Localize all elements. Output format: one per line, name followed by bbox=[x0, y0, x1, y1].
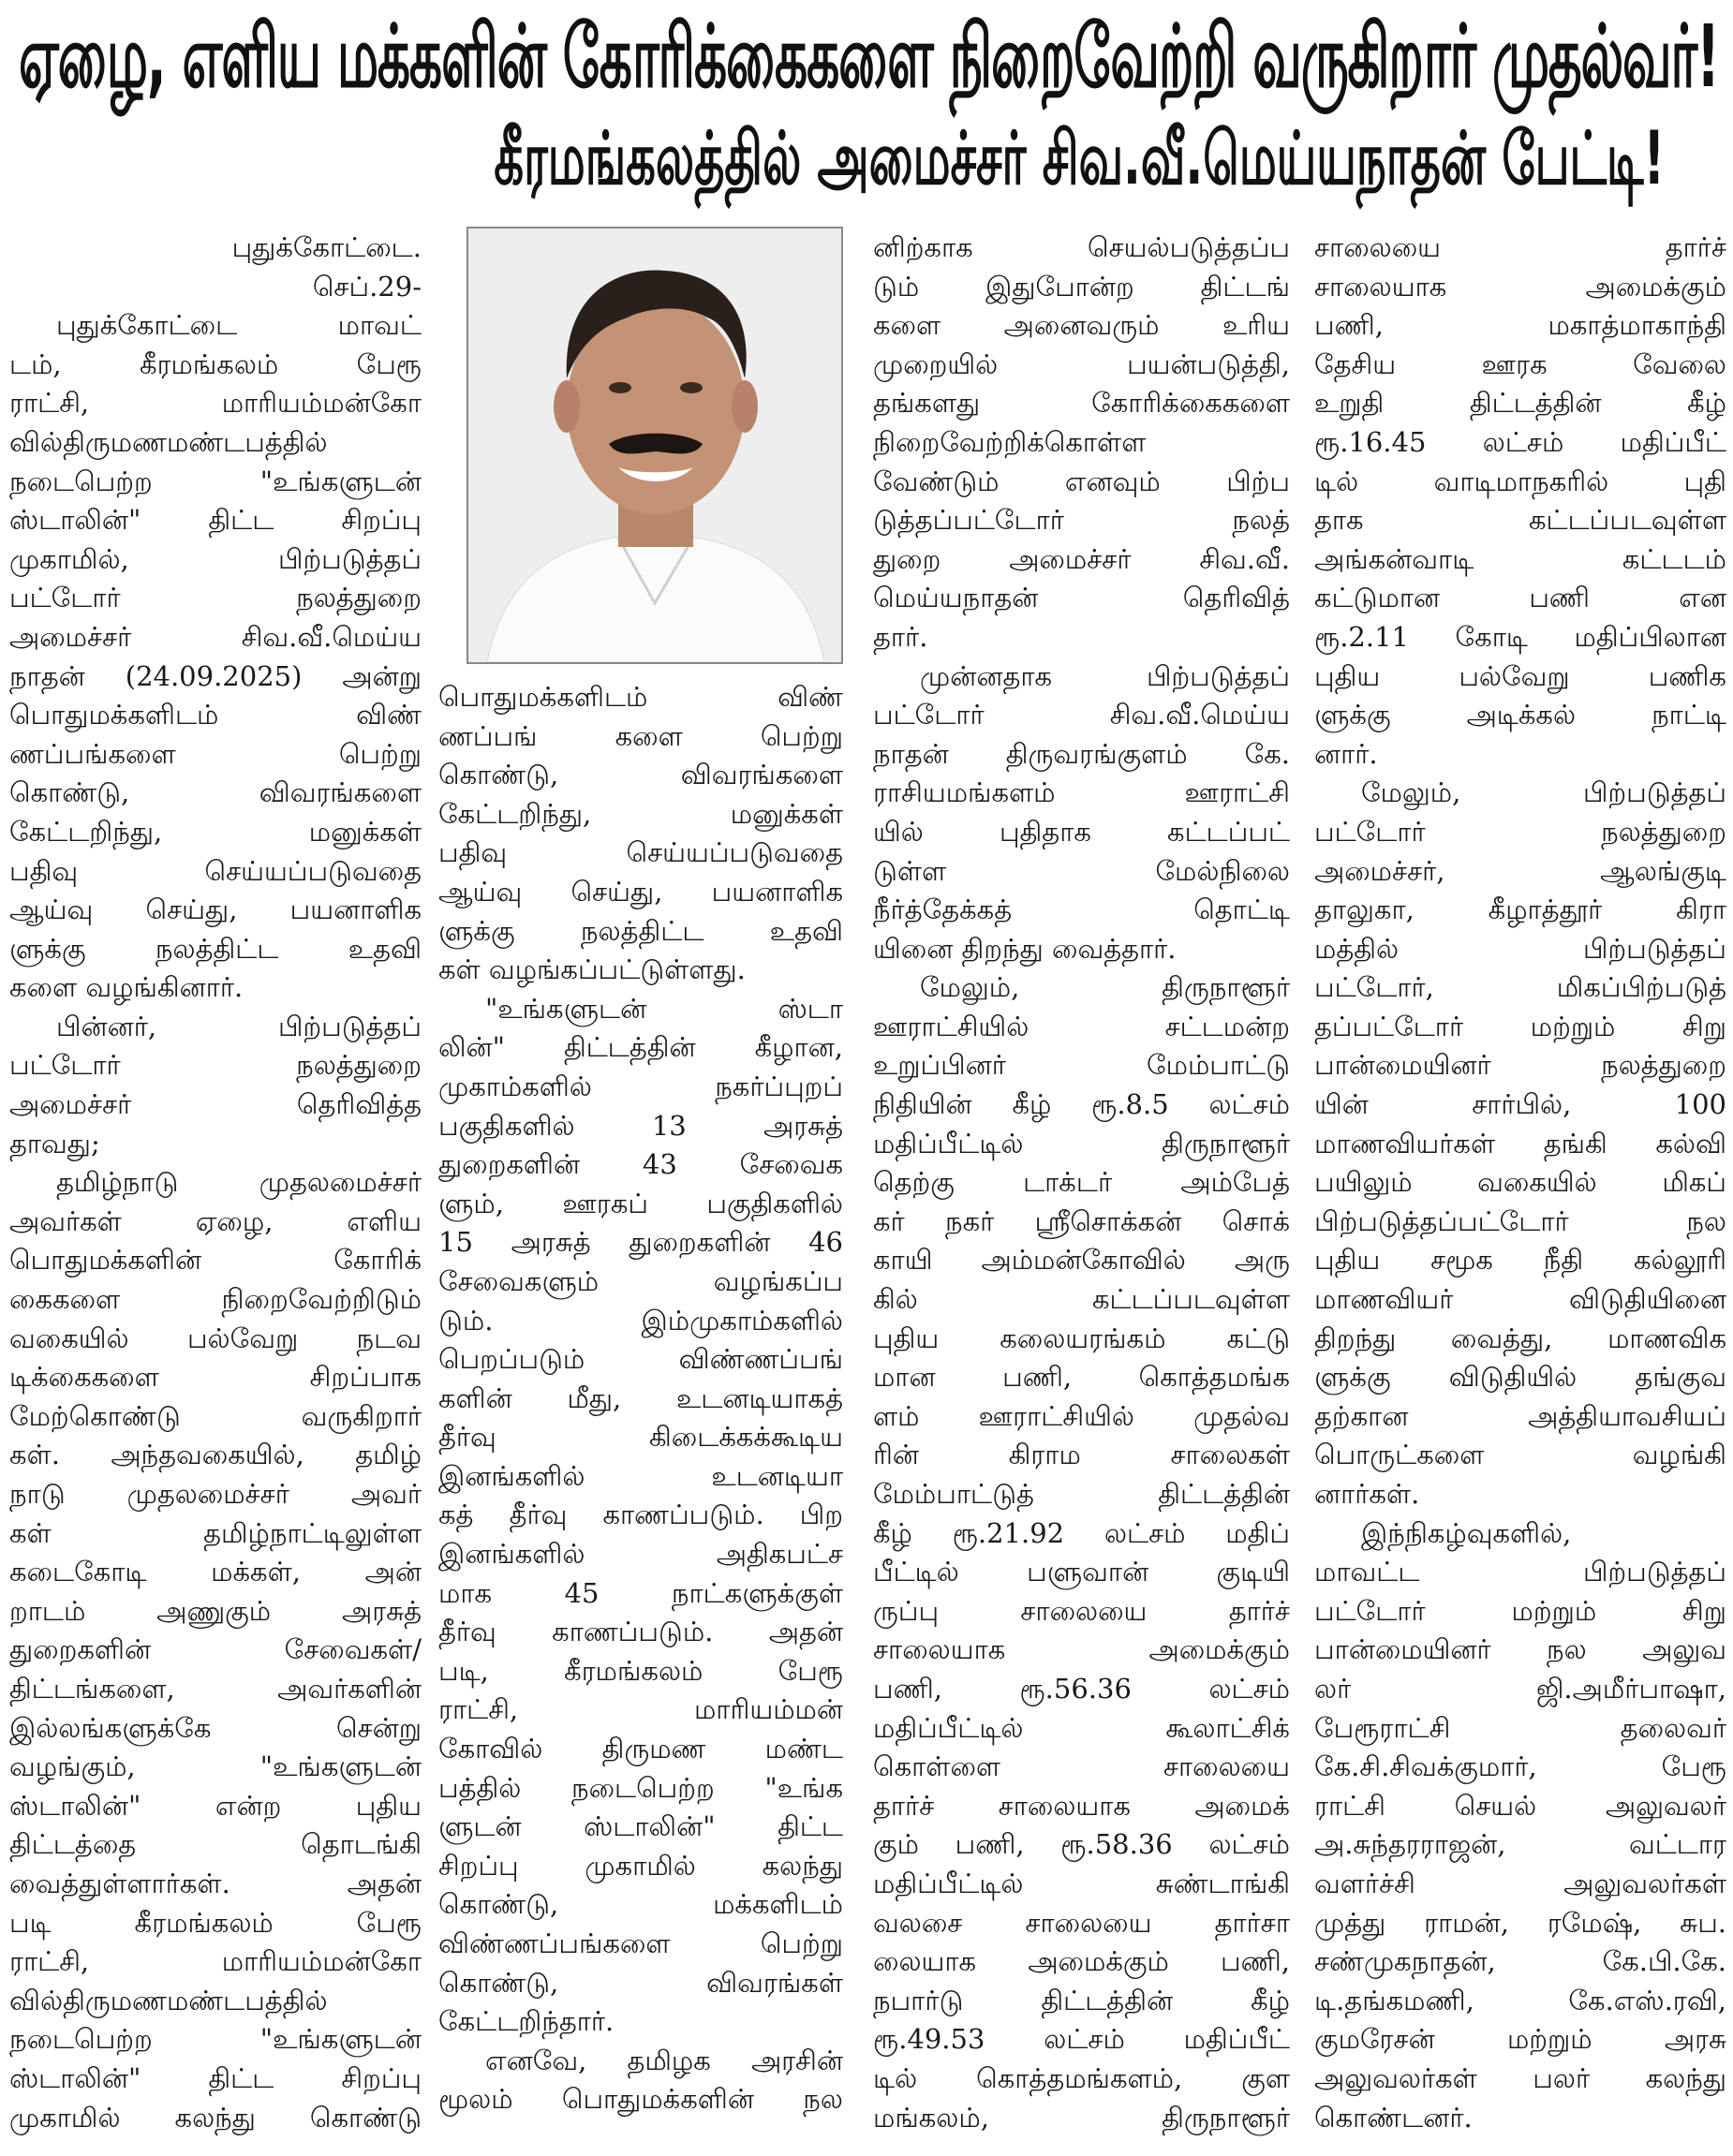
headline: ஏழை, எளிய மக்களின் கோரிக்கைகளை நிறைவேற்றி வருகிறார் முதல்வர்! bbox=[19, 7, 1719, 107]
article-line: மேலும், திருநாளூர் bbox=[920, 971, 1290, 1004]
article-column-3 bbox=[873, 229, 1290, 2137]
article-line: ஊராட்சியில் சட்டமன்ற bbox=[873, 1010, 1290, 1042]
article-line: ளுக்கு அடிக்கல் நாட்டி bbox=[1314, 699, 1726, 731]
article-line: தற்கான அத்தியாவசியப் bbox=[1314, 1399, 1726, 1432]
article-line: யின் சார்பில், 100 bbox=[1314, 1088, 1726, 1121]
article-line: ரூ.49.53 லட்சம் மதிப்பீட் bbox=[873, 2023, 1290, 2056]
article-line: ருப்பு சாலையை தார்ச் bbox=[873, 1594, 1290, 1627]
article-line: றாடம் அணுகும் அரசுத் bbox=[9, 1594, 422, 1627]
minister-photo bbox=[467, 227, 843, 664]
article-line: காயி அம்மன்கோவில் அரு bbox=[873, 1244, 1290, 1277]
article-line: தாக கட்டப்படவுள்ள bbox=[1314, 504, 1726, 537]
article-line: களை வழங்கினார். bbox=[9, 971, 244, 1004]
article-line: ராட்சி, மாரியம்மன் bbox=[438, 1693, 843, 1726]
article-line: தார்ச் சாலையாக அமைக் bbox=[873, 1789, 1290, 1822]
article-line: ளும், ஊரகப் பகுதிகளில் bbox=[438, 1187, 843, 1219]
article-line: கள் வழங்கப்பட்டுள்ளது. bbox=[438, 953, 746, 986]
article-line: ஸ்டாலின்" என்ற புதிய bbox=[9, 1789, 422, 1822]
article-line: னிற்காக செயல்படுத்தப்ப bbox=[873, 231, 1290, 263]
article-line: நபார்டு திட்டத்தின் கீழ் bbox=[873, 1984, 1290, 2016]
article-line: கே.சி.சிவக்குமார், பேரூ bbox=[1314, 1750, 1726, 1783]
article-line: ரின் கிராம சாலைகள் bbox=[873, 1439, 1290, 1471]
article-line: இல்லங்களுக்கே சென்று bbox=[9, 1711, 422, 1744]
article-line: மதிப்பீட்டில் திருநாளூர் bbox=[873, 1127, 1290, 1159]
article-line: முகாமில், பிற்படுத்தப் bbox=[9, 542, 422, 575]
article-line: நடைபெற்ற "உங்களுடன் bbox=[9, 2023, 422, 2056]
article-line: களின் மீது, உடனடியாகத் bbox=[438, 1381, 843, 1414]
article-line: தேசிய ஊரக வேலை bbox=[1314, 347, 1726, 380]
article-column-4 bbox=[1314, 229, 1726, 2137]
article-line: ளுடன் ஸ்டாலின்" திட்ட bbox=[438, 1810, 843, 1843]
article-line: பான்மையினர் நல அலுவ bbox=[1314, 1633, 1726, 1666]
article-line: ராட்சி, மாரியம்மன்கோ bbox=[9, 1945, 422, 1978]
article-line: தமிழ்நாடு முதலமைச்சர் bbox=[56, 1166, 422, 1199]
article-line: ராசியமங்களம் ஊராட்சி bbox=[873, 776, 1290, 809]
article-line: ளுக்கு விடுதியில் தங்குவ bbox=[1314, 1361, 1726, 1394]
article-line: னார். bbox=[1314, 737, 1378, 770]
article-line: பட்டோர் சிவ.வீ.மெய்ய bbox=[873, 699, 1290, 731]
article-line: ணப்பங் களை பெற்று bbox=[438, 719, 843, 752]
article-line: முகாம்களில் நகர்ப்புறப் bbox=[438, 1070, 843, 1102]
article-line: "உங்களுடன் ஸ்டா bbox=[485, 992, 843, 1025]
article-line: கட்டுமான பணி என bbox=[1314, 582, 1726, 614]
article-line: மேம்பாட்டுத் திட்டத்தின் bbox=[873, 1478, 1290, 1510]
article-line: படி, கீரமங்கலம் பேரூ bbox=[438, 1654, 843, 1687]
article-line: வளர்ச்சி அலுவலர்கள் bbox=[1314, 1867, 1726, 1899]
article-line: மூலம் பொதுமக்களின் நல bbox=[438, 2083, 843, 2116]
article-line: கத் தீர்வு காணப்படும். பிற bbox=[438, 1499, 843, 1531]
article-line: நாதன் திருவரங்குளம் கே. bbox=[873, 737, 1290, 770]
article-line: டில் வாடிமாநகரில் புதி bbox=[1314, 465, 1726, 497]
article-line: துறைகளின் சேவைகள்/ bbox=[9, 1633, 422, 1666]
article-line: இனங்களில் உடனடியா bbox=[438, 1459, 843, 1492]
article-line: கீழ் ரூ.21.92 லட்சம் மதிப் bbox=[873, 1516, 1290, 1549]
article-line: பட்டோர் நலத்துறை bbox=[9, 1049, 422, 1082]
article-line: முறையில் பயன்படுத்தி, bbox=[873, 347, 1290, 380]
article-line: கள் தமிழ்நாட்டிலுள்ள bbox=[9, 1516, 422, 1549]
article-line: தார். bbox=[873, 620, 928, 653]
article-line: களை அனைவரும் உரிய bbox=[873, 309, 1290, 342]
article-line: பட்டோர், மிகப்பிற்படுத் bbox=[1314, 971, 1726, 1004]
article-line: மதிப்பீட்டில் கூலாட்சிக் bbox=[873, 1711, 1290, 1744]
article-line: ஸ்டாலின்" திட்ட சிறப்பு bbox=[9, 504, 422, 537]
dateline-date: செப்.29- bbox=[312, 270, 422, 303]
article-line: நிதியின் கீழ் ரூ.8.5 லட்சம் bbox=[873, 1088, 1290, 1121]
article-line: பதிவு செய்யப்படுவதை bbox=[9, 854, 422, 887]
article-line: படி கீரமங்கலம் பேரூ bbox=[9, 1906, 422, 1939]
article-line: கேட்டறிந்து, மனுக்கள் bbox=[9, 815, 422, 848]
article-line: தப்பட்டோர் மற்றும் சிறு bbox=[1314, 1010, 1726, 1042]
article-line: பொதுமக்களிடம் விண் bbox=[438, 681, 843, 713]
article-line: ஆய்வு செய்து, பயனாளிக bbox=[438, 875, 843, 908]
article-line: நாதன் (24.09.2025) அன்று bbox=[9, 659, 422, 692]
article-line: ரூ.16.45 லட்சம் மதிப்பீட் bbox=[1314, 425, 1726, 458]
article-line: பின்னர், பிற்படுத்தப் bbox=[56, 1010, 422, 1042]
article-line: புதிய சமூக நீதி கல்லூரி bbox=[1314, 1244, 1726, 1277]
article-column-1 bbox=[9, 229, 422, 2137]
article-line: டி.தங்கமணி, கே.எஸ்.ரவி, bbox=[1314, 1984, 1726, 2016]
article-line: ளம் ஊராட்சியில் முதல்வ bbox=[873, 1399, 1290, 1432]
article-line: வைத்துள்ளார்கள். அதன் bbox=[9, 1867, 422, 1899]
article-line: கள். அந்தவகையில், தமிழ் bbox=[9, 1439, 422, 1471]
article-line: ஆய்வு செய்து, பயனாளிக bbox=[9, 893, 422, 926]
article-line: இந்நிகழ்வுகளில், bbox=[1361, 1516, 1572, 1549]
article-line: அமைச்சர் சிவ.வீ.மெய்ய bbox=[9, 620, 422, 653]
article-line: அவர்கள் ஏழை, எளிய bbox=[9, 1204, 422, 1237]
article-line: வில்திருமணமண்டபத்தில் bbox=[9, 425, 328, 458]
article-line: ளுக்கு நலத்திட்ட உதவி bbox=[438, 914, 843, 947]
article-line: டும் இதுபோன்ற திட்டங் bbox=[873, 270, 1290, 303]
article-line: உறுதி திட்டத்தின் கீழ் bbox=[1314, 387, 1726, 420]
article-line: பட்டோர் நலத்துறை bbox=[1314, 815, 1726, 848]
article-line: மெய்யநாதன் தெரிவித் bbox=[873, 582, 1290, 614]
article-line: தீர்வு காணப்படும். அதன் bbox=[438, 1616, 843, 1648]
portrait-image bbox=[468, 229, 841, 662]
article-line: மங்கலம், திருநாளூர் bbox=[873, 2101, 1290, 2134]
article-line: லர் ஜி.அமீர்பாஷா, bbox=[1314, 1672, 1726, 1705]
article-column-2 bbox=[438, 678, 843, 2119]
article-line: பணி, மகாத்மாகாந்தி bbox=[1314, 309, 1726, 342]
article-line: மான பணி, கொத்தமங்க bbox=[873, 1361, 1290, 1394]
article-line: மத்தில் பிற்படுத்தப் bbox=[1314, 932, 1726, 965]
article-line: மேற்கொண்டு வருகிறார் bbox=[9, 1399, 422, 1432]
article-line: முன்னதாக பிற்படுத்தப் bbox=[920, 659, 1290, 692]
article-line: கோவில் திருமண மண்ட bbox=[438, 1733, 843, 1765]
article-line: லின்" திட்டத்தின் கீழான, bbox=[438, 1031, 843, 1064]
article-line: துறை அமைச்சர் சிவ.வீ. bbox=[873, 542, 1290, 575]
article-line: குமரேசன் மற்றும் அரசு bbox=[1314, 2023, 1726, 2056]
article-line: துறைகளின் 43 சேவைக bbox=[438, 1148, 843, 1181]
article-line: பெறப்படும் விண்ணப்பங் bbox=[438, 1343, 843, 1376]
article-line: கேட்டறிந்து, மனுக்கள் bbox=[438, 797, 843, 830]
article-line: மதிப்பீட்டில் சுண்டாங்கி bbox=[873, 1867, 1290, 1899]
article-line: பத்தில் நடைபெற்ற "உங்க bbox=[438, 1771, 843, 1804]
article-line: டும். இம்முகாம்களில் bbox=[438, 1304, 843, 1336]
article-line: அமைச்சர் தெரிவித்த bbox=[9, 1088, 422, 1121]
article-line: கொள்ளை சாலையை bbox=[873, 1750, 1290, 1783]
article-line: வகையில் பல்வேறு நடவ bbox=[9, 1322, 422, 1354]
article-line: ணப்பங்களை பெற்று bbox=[9, 737, 422, 770]
article-line: திறந்து வைத்து, மாணவிக bbox=[1314, 1322, 1726, 1354]
article-line: பகுதிகளில் 13 அரசுத் bbox=[438, 1109, 843, 1142]
article-line: புதிய கலையரங்கம் கட்டு bbox=[873, 1322, 1290, 1354]
article-line: யினை திறந்து வைத்தார். bbox=[873, 932, 1177, 965]
article-line: நிறைவேற்றிக்கொள்ள bbox=[873, 425, 1147, 458]
article-line: கொண்டு, விவரங்கள் bbox=[438, 1966, 843, 1999]
article-line: புதுக்கோட்டை மாவட் bbox=[56, 309, 422, 342]
article-line: அலுவலர்கள் பலர் கலந்து bbox=[1314, 2061, 1726, 2094]
article-line: சாலையாக அமைக்கும் bbox=[873, 1633, 1290, 1666]
article-line: கடைகோடி மக்கள், அன் bbox=[9, 1556, 422, 1588]
article-line: அமைச்சர், ஆலங்குடி bbox=[1314, 854, 1726, 887]
article-line: ஸ்டாலின்" திட்ட சிறப்பு bbox=[9, 2061, 422, 2094]
article-line: சண்முகநாதன், கே.பி.கே. bbox=[1314, 1945, 1726, 1978]
article-line: யில் புதிதாக கட்டப்பட் bbox=[873, 815, 1290, 848]
article-line: திட்டத்தை தொடங்கி bbox=[9, 1828, 422, 1861]
article-line: பணி, ரூ.56.36 லட்சம் bbox=[873, 1672, 1290, 1705]
article-line: உறுப்பினர் மேம்பாட்டு bbox=[873, 1049, 1290, 1082]
article-line: டுள்ள மேல்நிலை bbox=[873, 854, 1290, 887]
article-line: அ.சுந்தரராஜன், வட்டார bbox=[1314, 1828, 1726, 1861]
article-line: வலசை சாலையை தார்சா bbox=[873, 1906, 1290, 1939]
article-line: மேலும், பிற்படுத்தப் bbox=[1361, 776, 1726, 809]
article-line: ளுக்கு நலத்திட்ட உதவி bbox=[9, 932, 422, 965]
article-line: கொண்டனர். bbox=[1314, 2101, 1473, 2134]
article-line: வழங்கும், "உங்களுடன் bbox=[9, 1750, 422, 1783]
article-line: வேண்டும் எனவும் பிற்ப bbox=[873, 465, 1290, 497]
article-line: மாவட்ட பிற்படுத்தப் bbox=[1314, 1556, 1726, 1588]
article-line: முத்து ராமன், ரமேஷ், சுப. bbox=[1314, 1906, 1726, 1939]
article-line: இனங்களில் அதிகபட்ச bbox=[438, 1538, 843, 1571]
article-line: ரூ.2.11 கோடி மதிப்பிலான bbox=[1314, 620, 1726, 653]
article-line: கைகளை நிறைவேற்றிடும் bbox=[9, 1283, 422, 1316]
article-line: பொதுமக்களிடம் விண் bbox=[9, 699, 422, 731]
article-line: தீர்வு கிடைக்கக்கூடிய bbox=[438, 1421, 843, 1454]
article-line: நீர்த்தேக்கத் தொட்டி bbox=[873, 893, 1290, 926]
article-line: நடைபெற்ற "உங்களுடன் bbox=[9, 465, 422, 497]
article-line: தங்களது கோரிக்கைகளை bbox=[873, 387, 1290, 420]
article-line: பான்மையினர் நலத்துறை bbox=[1314, 1049, 1726, 1082]
article-line: தெற்கு டாக்டர் அம்பேத் bbox=[873, 1166, 1290, 1199]
article-line: ராட்சி செயல் அலுவலர் bbox=[1314, 1789, 1726, 1822]
article-line: 15 அரசுத் துறைகளின் 46 bbox=[438, 1226, 843, 1259]
article-line: லையாக அமைக்கும் பணி, bbox=[873, 1945, 1290, 1978]
article-line: பொருட்களை வழங்கி bbox=[1314, 1439, 1726, 1471]
article-line: டிக்கைகளை சிறப்பாக bbox=[9, 1361, 422, 1394]
article-line: மாணவியர் விடுதியினை bbox=[1314, 1283, 1726, 1316]
subheadline: கீரமங்கலத்தில் அமைச்சர் சிவ.வீ.மெய்யநாதன் பேட்டி! bbox=[494, 117, 1666, 201]
article-line: டில் கொத்தமங்களம், குள bbox=[873, 2061, 1290, 2094]
article-line: எனவே, தமிழக அரசின் bbox=[485, 2044, 843, 2076]
article-line: பொதுமக்களின் கோரிக் bbox=[9, 1244, 422, 1277]
article-line: கொண்டு, விவரங்களை bbox=[9, 776, 422, 809]
article-line: நாடு முதலமைச்சர் அவர் bbox=[9, 1478, 422, 1510]
article-line: தாலுகா, கீழாத்தூர் கிரா bbox=[1314, 893, 1726, 926]
article-line: வில்திருமணமண்டபத்தில் bbox=[9, 1984, 328, 2016]
article-line: சாலையாக அமைக்கும் bbox=[1314, 270, 1726, 303]
article-line: சேவைகளும் வழங்கப்ப bbox=[438, 1264, 843, 1297]
article-line: கர் நகர் ஸ்ரீசொக்கன் சொக் bbox=[873, 1204, 1290, 1237]
article-line: னார்கள். bbox=[1314, 1478, 1420, 1510]
article-line: கொண்டு, மக்களிடம் bbox=[438, 1888, 843, 1921]
article-line: கில் கட்டப்படவுள்ள bbox=[873, 1283, 1290, 1316]
article-line: அங்கன்வாடி கட்டடம் bbox=[1314, 542, 1726, 575]
article-line: தாவது; bbox=[9, 1127, 100, 1159]
article-line: பட்டோர் மற்றும் சிறு bbox=[1314, 1594, 1726, 1627]
article-line: கொண்டு, விவரங்களை bbox=[438, 759, 843, 791]
article-line: முகாமில் கலந்து கொண்டு bbox=[9, 2101, 422, 2134]
article-line: மாணவியர்கள் தங்கி கல்வி bbox=[1314, 1127, 1726, 1159]
article-line: பதிவு செய்யப்படுவதை bbox=[438, 836, 843, 869]
article-line: பிற்படுத்தப்பட்டோர் நல bbox=[1314, 1204, 1726, 1237]
article-line: சிறப்பு முகாமில் கலந்து bbox=[438, 1849, 843, 1882]
article-line: சாலையை தார்ச் bbox=[1314, 231, 1726, 263]
article-line: திட்டங்களை, அவர்களின் bbox=[9, 1672, 422, 1705]
article-line: மாக 45 நாட்களுக்குள் bbox=[438, 1576, 843, 1609]
article-line: டுத்தப்பட்டோர் நலத் bbox=[873, 504, 1290, 537]
article-line: பயிலும் வகையில் மிகப் bbox=[1314, 1166, 1726, 1199]
article-line: பீட்டில் பளுவான் குடியி bbox=[873, 1556, 1290, 1588]
dateline-place: புதுக்கோட்டை. bbox=[231, 231, 422, 263]
article-line: கும் பணி, ரூ.58.36 லட்சம் bbox=[873, 1828, 1290, 1861]
article-line: பட்டோர் நலத்துறை bbox=[9, 582, 422, 614]
article-line: புதிய பல்வேறு பணிக bbox=[1314, 659, 1726, 692]
article-line: ராட்சி, மாரியம்மன்கோ bbox=[9, 387, 422, 420]
article-line: கேட்டறிந்தார். bbox=[438, 2005, 615, 2038]
article-line: டம், கீரமங்கலம் பேரூ bbox=[9, 347, 422, 380]
article-line: விண்ணப்பங்களை பெற்று bbox=[438, 1927, 843, 1959]
article-line: பேரூராட்சி தலைவர் bbox=[1314, 1711, 1726, 1744]
